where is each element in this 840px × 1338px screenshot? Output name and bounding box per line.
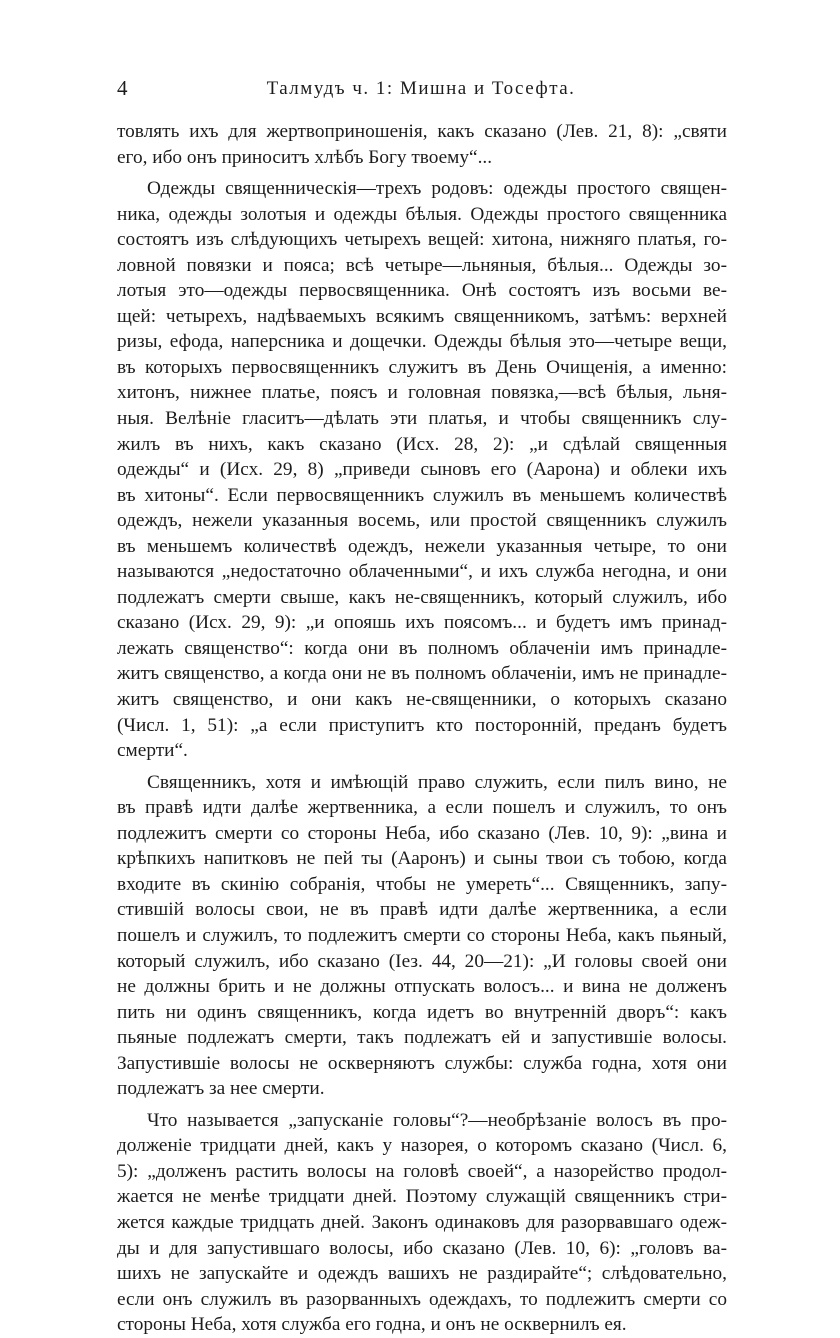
page-number: 4 (117, 76, 128, 100)
text-line: лотыя это—одежды первосвященника. Онѣ состоятъ изъ восьми ве- (117, 280, 727, 302)
text-line: пить ни одинъ священникъ, когда идетъ во внутренній дворъ“: какъ (117, 1001, 727, 1023)
text-line: жается не менѣе тридцати дней. Поэтому служащій священникъ стри- (117, 1186, 727, 1208)
text-line: входите въ скинію собранія, чтобы не умереть“... Священникъ, запу- (117, 873, 727, 895)
text-line: ловной повязки и пояса; всѣ четыре—льняныя, бѣлыя... Одежды зо- (117, 254, 727, 276)
text-line: смерти“. (117, 740, 188, 762)
text-line: лежать священство“: когда они въ полномъ облаченіи имъ принадле- (117, 637, 727, 659)
text-line: Запустившіе волосы не оскверняютъ службы: служба годна, хотя они (117, 1052, 727, 1074)
text-line: состоятъ изъ слѣдующихъ четырехъ вещей: хитона, нижняго платья, го- (117, 229, 727, 251)
text-line: ризы, ефода, наперсника и дощечки. Одежды бѣлыя это—четыре вещи, (117, 331, 727, 353)
text-line: сказано (Исх. 29, 9): „и опояшь ихъ поясомъ... и будетъ имъ принад- (117, 612, 727, 634)
text-line: крѣпкихъ напитковъ не пей ты (Ааронъ) и сыны твои съ тобою, когда (117, 848, 727, 870)
text-line: подлежитъ смерти со стороны Неба, ибо сказано (Лев. 10, 9): „вина и (117, 822, 727, 844)
text-line: пошелъ и служилъ, то подлежитъ смерти со стороны Неба, какъ пьяный, (117, 924, 727, 946)
text-line: ды и для запустившаго волосы, ибо сказано (Лев. 10, 6): „головъ ва- (117, 1237, 727, 1259)
paragraph (117, 770, 727, 1102)
text-line: въ которыхъ первосвященникъ служитъ въ День Очищенія, а именно: (117, 356, 727, 378)
text-line: его, ибо онъ приноситъ хлѣбъ Богу твоему“... (117, 146, 493, 168)
text-line: если онъ служилъ въ разорванныхъ одеждахъ, то подлежитъ смерти со (117, 1288, 727, 1310)
text-line: который служилъ, ибо сказано (Iез. 44, 20—21): „И головы своей они (117, 950, 727, 972)
paragraph (117, 1108, 727, 1338)
text-line: Одежды священническія—трехъ родовъ: одежды простого священ- (147, 178, 727, 200)
page-header (117, 76, 725, 106)
text-line: щей: четырехъ, надѣваемыхъ всякимъ священникомъ, затѣмъ: верхней (117, 305, 727, 327)
text-line: въ меньшемъ количествѣ одеждъ, нежели указанныя четыре, то они (117, 535, 727, 557)
text-line: Что называется „запусканіе головы“?—необрѣзаніе волосъ въ про- (147, 1109, 727, 1131)
text-line: въ правѣ идти далѣе жертвенника, а если пошелъ и служилъ, то онъ (117, 797, 727, 819)
text-line: стившій волосы свои, не въ правѣ идти далѣе жертвенника, а если (117, 899, 727, 921)
text-line: товлять ихъ для жертвоприношенія, какъ сказано (Лев. 21, 8): „святи (117, 121, 727, 142)
text-line: ныя. Велѣніе гласитъ—дѣлать эти платья, и чтобы священникъ слу- (117, 408, 727, 430)
paragraph (117, 176, 727, 764)
text-line: долженіе тридцати дней, какъ у назорея, о которомъ сказано (Числ. 6, (117, 1135, 727, 1157)
text-line: Священникъ, хотя и имѣющій право служить, если пилъ вино, не (147, 771, 727, 793)
text-line: въ хитоны“. Если первосвященникъ служилъ въ меньшемъ количествѣ (117, 484, 727, 506)
text-line: жилъ въ нихъ, какъ сказано (Исх. 28, 2): „и сдѣлай священныя (117, 433, 727, 455)
text-line: одежды“ и (Исх. 29, 8) „приведи сыновъ его (Аарона) и облеки ихъ (117, 459, 727, 481)
text-line: не должны брить и не должны отпускать волосъ... и вина не долженъ (117, 976, 727, 998)
text-line: пьяные подлежатъ смерти, такъ подлежатъ ей и запустившіе волосы. (117, 1027, 727, 1049)
text-line: стороны Неба, хотя служба его годна, и онъ не осквернилъ ея. (117, 1314, 627, 1336)
running-title: Талмудъ ч. 1: Мишна и Тосефта. (266, 78, 576, 99)
text-line: одеждъ, нежели указанныя восемь, или простой священникъ служилъ (117, 510, 727, 532)
text-line: ника, одежды золотыя и одежды бѣлыя. Одежды простого священника (117, 203, 727, 225)
page-body (117, 119, 727, 1338)
text-line: подлежатъ за нее смерти. (117, 1078, 325, 1100)
text-line: 5): „долженъ растить волосы на головѣ своей“, а назорейство продол- (117, 1160, 727, 1182)
paragraph (117, 119, 727, 170)
text-line: (Числ. 1, 51): „а если приступитъ кто посторонній, преданъ будетъ (117, 714, 727, 736)
text-line: жется каждые тридцать дней. Законъ одинаковъ для разорвавшаго одеж- (117, 1211, 727, 1233)
text-line: житъ священство, и они какъ не-священники, о которыхъ сказано (117, 689, 727, 711)
text-line: подлежатъ смерти свыше, какъ не-священникъ, который служилъ, ибо (117, 586, 727, 608)
text-line: хитонъ, нижнее платье, поясъ и головная повязка,—всѣ бѣлыя, льня- (117, 382, 727, 404)
text-line: называются „недостаточно облаченными“, и ихъ служба негодна, и они (117, 561, 727, 583)
text-line: шихъ не запускайте и одеждъ вашихъ не раздирайте“; слѣдовательно, (117, 1263, 727, 1285)
text-line: житъ священство, а когда они не въ полномъ облаченіи, имъ не принадле- (117, 663, 727, 685)
